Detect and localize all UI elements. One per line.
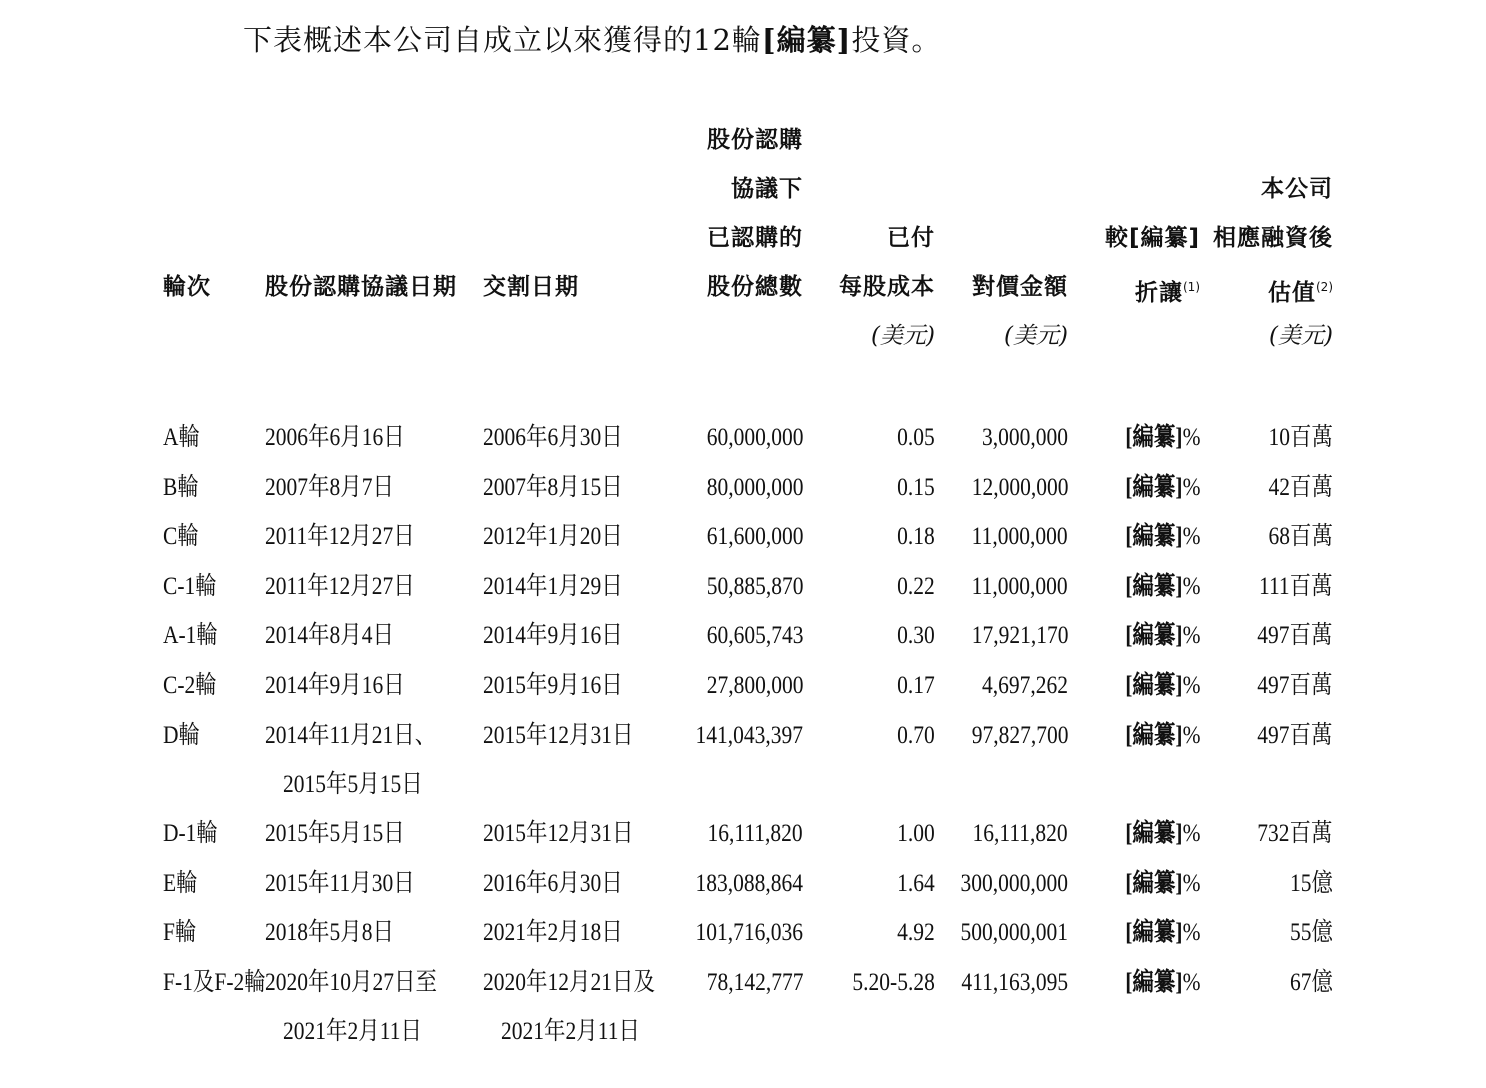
round-cell: B輪 xyxy=(163,473,199,501)
shares-total-header-line xyxy=(707,116,803,165)
cost-per-share-cell: 0.70 xyxy=(897,721,935,749)
consideration-cell: 17,921,170 xyxy=(971,622,1068,650)
intro-redacted-text: [編纂] xyxy=(761,23,852,57)
valuation-header-line xyxy=(1261,165,1333,214)
agreement-date-cell: 2011年12月27日 xyxy=(265,523,415,551)
round-cell: C-1輪 xyxy=(163,572,217,600)
consideration-unit-label: (美元) xyxy=(1004,323,1068,349)
discount-cell: [編纂]% xyxy=(1124,672,1200,699)
discount-cell: [編纂]% xyxy=(1124,473,1200,501)
agreement-date-cell: 2021年2月11日 xyxy=(283,1018,422,1045)
shares-total-cell: 60,605,743 xyxy=(706,622,803,650)
agreement-date-cell: 2015年5月15日 xyxy=(265,820,405,848)
closing-date-cell: 2015年9月16日 xyxy=(483,672,623,699)
cost-unit-label: (美元) xyxy=(871,323,935,349)
discount-cell: [編纂]% xyxy=(1124,869,1200,897)
consideration-cell: 3,000,000 xyxy=(982,424,1068,451)
cost-per-share-cell: 0.05 xyxy=(897,424,935,451)
cost-per-share-header-text: 已付 xyxy=(887,225,935,251)
discount-cell: [編纂]% xyxy=(1124,820,1200,848)
round-cell: C-2輪 xyxy=(163,672,217,699)
intro-text-after: 投資。 xyxy=(851,23,942,57)
agreement-date-cell: 2015年5月15日 xyxy=(283,770,423,798)
agreement-date-cell: 2020年10月27日至 xyxy=(265,969,438,996)
shares-total-cell: 60,000,000 xyxy=(706,424,803,451)
discount-cell: [編纂]% xyxy=(1124,424,1200,451)
agreement-date-cell: 2014年8月4日 xyxy=(265,622,395,650)
shares-total-cell: 141,043,397 xyxy=(695,721,803,749)
valuation-header-line xyxy=(1268,263,1333,318)
closing-date-cell: 2015年12月31日 xyxy=(483,721,634,749)
round-cell: A輪 xyxy=(163,424,201,451)
discount-cell: [編纂]% xyxy=(1124,622,1200,650)
discount-cell: [編纂]% xyxy=(1124,523,1200,551)
cost-per-share-cell: 5.20-5.28 xyxy=(852,969,935,996)
shares-total-header-line xyxy=(731,165,803,214)
consideration-cell: 4,697,262 xyxy=(982,672,1068,699)
closing-date-cell: 2012年1月20日 xyxy=(483,523,623,551)
round-header-line xyxy=(163,263,211,312)
cost-per-share-cell: 0.30 xyxy=(897,622,935,650)
shares-total-cell: 183,088,864 xyxy=(695,869,803,897)
valuation-header-line xyxy=(1213,214,1333,263)
discount-header-line xyxy=(1135,263,1200,318)
shares-total-cell: 80,000,000 xyxy=(706,473,803,501)
valuation-unit-label: (美元) xyxy=(1269,323,1333,349)
cost-per-share-cell: 0.15 xyxy=(897,473,935,501)
consideration-cell: 11,000,000 xyxy=(972,572,1068,600)
round-header-text: 輪次 xyxy=(163,274,211,300)
cost-per-share-header-line xyxy=(887,214,935,263)
shares-total-header-text: 股份總數 xyxy=(707,274,803,300)
consideration-cell: 12,000,000 xyxy=(971,473,1068,501)
closing-date-header-text: 交割日期 xyxy=(483,274,579,300)
agreement-date-cell: 2014年11月21日、 xyxy=(265,721,437,749)
valuation-cell: 55億 xyxy=(1289,919,1333,947)
round-cell: F輪 xyxy=(163,919,197,947)
closing-date-cell: 2014年1月29日 xyxy=(483,572,623,600)
consideration-header-text: 對價金額 xyxy=(972,274,1068,300)
shares-total-header-line xyxy=(707,214,803,263)
closing-date-cell: 2006年6月30日 xyxy=(483,424,623,451)
cost-per-share-cell: 0.18 xyxy=(897,523,935,551)
shares-total-cell: 50,885,870 xyxy=(706,572,803,600)
agreement-date-cell: 2006年6月16日 xyxy=(265,424,405,451)
valuation-cell: 732百萬 xyxy=(1257,820,1333,848)
discount-header-text: 折讓 xyxy=(1135,280,1183,306)
cost-per-share-cell: 4.92 xyxy=(897,919,935,947)
agreement-date-cell: 2011年12月27日 xyxy=(265,572,415,600)
shares-total-header-text: 已認購的 xyxy=(707,225,803,251)
agreement-date-cell: 2015年11月30日 xyxy=(265,869,415,897)
consideration-cell: 97,827,700 xyxy=(971,721,1068,749)
closing-date-cell: 2021年2月18日 xyxy=(483,919,623,947)
valuation-cell: 42百萬 xyxy=(1268,473,1333,501)
closing-date-cell: 2020年12月21日及 xyxy=(483,969,656,996)
cost-per-share-cell: 0.22 xyxy=(897,572,935,600)
intro-text-before: 下表概述本公司自成立以來獲得的12輪 xyxy=(243,23,762,57)
discount-cell: [編纂]% xyxy=(1124,969,1200,996)
valuation-cell: 10百萬 xyxy=(1268,424,1333,451)
consideration-cell: 411,163,095 xyxy=(961,969,1068,996)
discount-header-line xyxy=(1105,214,1200,263)
valuation-cell: 68百萬 xyxy=(1268,523,1333,551)
cost-per-share-header-text: 每股成本 xyxy=(839,274,935,300)
valuation-cell: 497百萬 xyxy=(1257,622,1333,650)
shares-total-header-text: 股份認購 xyxy=(707,127,803,153)
valuation-header-text: 估值 xyxy=(1268,280,1316,306)
round-cell: C輪 xyxy=(163,523,199,551)
shares-total-cell: 61,600,000 xyxy=(706,523,803,551)
consideration-header-line xyxy=(972,263,1068,312)
round-cell: D-1輪 xyxy=(163,820,218,848)
shares-total-cell: 101,716,036 xyxy=(695,919,803,947)
round-cell: D輪 xyxy=(163,721,201,749)
round-cell: E輪 xyxy=(163,869,198,897)
agreement-date-cell: 2018年5月8日 xyxy=(265,919,395,947)
valuation-footnote-marker: (2) xyxy=(1316,280,1333,294)
consideration-cell: 16,111,820 xyxy=(972,820,1068,848)
shares-total-header-text: 協議下 xyxy=(731,176,803,202)
closing-date-cell: 2015年12月31日 xyxy=(483,820,634,848)
agreement-date-header-line xyxy=(265,263,457,312)
discount-cell: [編纂]% xyxy=(1124,572,1200,600)
valuation-cell: 497百萬 xyxy=(1257,721,1333,749)
round-cell: F-1及F-2輪 xyxy=(163,969,266,996)
closing-date-header-line xyxy=(483,263,579,312)
agreement-date-header-text: 股份認購協議日期 xyxy=(265,274,457,300)
closing-date-cell: 2014年9月16日 xyxy=(483,622,623,650)
closing-date-cell: 2021年2月11日 xyxy=(501,1018,640,1045)
shares-total-cell: 78,142,777 xyxy=(706,969,803,996)
valuation-cell: 111百萬 xyxy=(1259,572,1333,600)
cost-per-share-cell: 0.17 xyxy=(897,672,935,699)
round-cell: A-1輪 xyxy=(163,622,218,650)
cost-per-share-cell: 1.00 xyxy=(897,820,935,848)
shares-total-cell: 16,111,820 xyxy=(707,820,803,848)
valuation-header-text: 相應融資後 xyxy=(1213,225,1333,251)
shares-total-header-line xyxy=(707,263,803,312)
closing-date-cell: 2016年6月30日 xyxy=(483,869,623,897)
discount-cell: [編纂]% xyxy=(1124,919,1200,947)
discount-header-text: 較[編纂] xyxy=(1104,225,1200,251)
consideration-cell: 300,000,000 xyxy=(960,869,1068,897)
consideration-cell: 11,000,000 xyxy=(972,523,1068,551)
valuation-header-text: 本公司 xyxy=(1261,176,1333,202)
consideration-cell: 500,000,001 xyxy=(960,919,1068,947)
cost-per-share-cell: 1.64 xyxy=(897,869,935,897)
shares-total-cell: 27,800,000 xyxy=(706,672,803,699)
agreement-date-cell: 2007年8月7日 xyxy=(265,473,395,501)
valuation-cell: 67億 xyxy=(1289,969,1333,996)
closing-date-cell: 2007年8月15日 xyxy=(483,473,623,501)
valuation-cell: 15億 xyxy=(1289,869,1333,897)
discount-cell: [編纂]% xyxy=(1124,721,1200,749)
cost-per-share-header-line xyxy=(839,263,935,312)
agreement-date-cell: 2014年9月16日 xyxy=(265,672,405,699)
discount-footnote-marker: (1) xyxy=(1183,280,1200,294)
valuation-cell: 497百萬 xyxy=(1257,672,1333,699)
intro-paragraph xyxy=(243,18,941,62)
